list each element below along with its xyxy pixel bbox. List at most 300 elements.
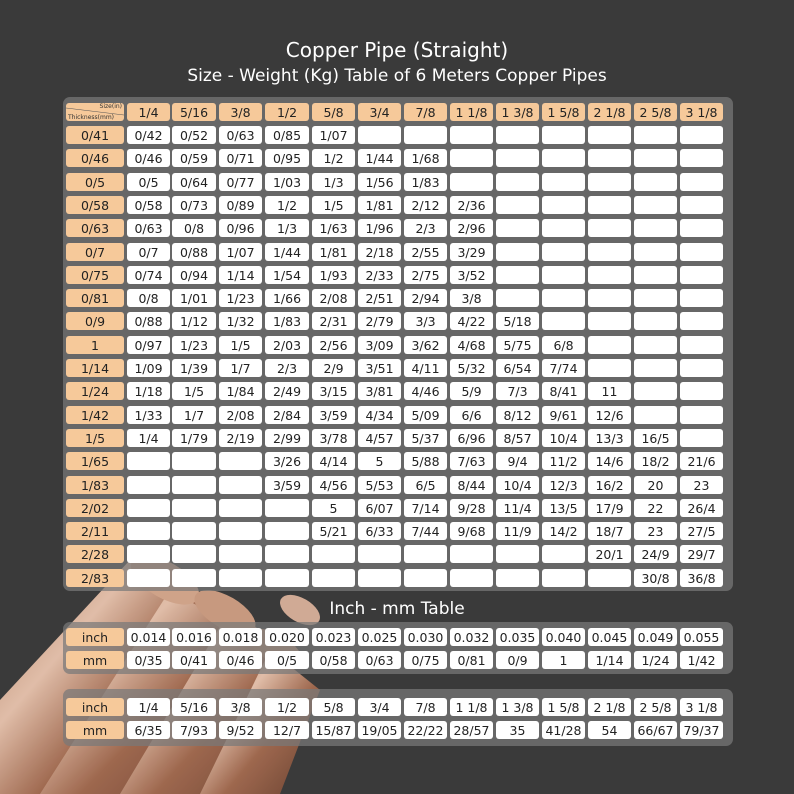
diameter-conversion-cell: 1/4: [127, 698, 170, 716]
weight-cell: 3/26: [265, 452, 309, 470]
weight-cell: [404, 545, 447, 563]
weight-cell: 11/9: [496, 522, 539, 540]
weight-cell: [588, 126, 631, 144]
weight-cell: 9/68: [450, 522, 493, 540]
weight-cell: 2/3: [404, 219, 447, 237]
weight-cell: 5/18: [496, 312, 539, 330]
weight-cell: [680, 196, 723, 214]
weight-cell: 29/7: [680, 545, 723, 563]
weight-cell: 2/33: [358, 266, 401, 284]
weight-cell: [542, 289, 585, 307]
thickness-conversion-cell: 1/24: [634, 651, 677, 669]
weight-cell: [680, 382, 723, 400]
weight-cell: 0/96: [219, 219, 262, 237]
weight-cell: [496, 219, 539, 237]
weight-cell: 1/07: [312, 126, 355, 144]
weight-cell: [680, 336, 723, 354]
weight-cell: [496, 266, 539, 284]
weight-cell: 1/56: [358, 173, 401, 191]
weight-cell: 1/83: [404, 173, 447, 191]
weight-cell: 30/8: [634, 569, 677, 587]
thickness-label: 0/75: [66, 266, 124, 284]
size-header: 1/2: [265, 103, 309, 121]
weight-cell: 36/8: [680, 569, 723, 587]
weight-cell: 20: [634, 476, 677, 494]
weight-cell: 20/1: [588, 545, 631, 563]
weight-cell: 6/33: [358, 522, 401, 540]
weight-cell: 6/8: [542, 336, 585, 354]
weight-cell: 5/09: [404, 406, 447, 424]
weight-cell: 2/08: [312, 289, 355, 307]
weight-cell: 5/32: [450, 359, 493, 377]
weight-cell: [634, 173, 677, 191]
weight-cell: 4/68: [450, 336, 493, 354]
thickness-conversion-cell: 0/58: [312, 651, 355, 669]
weight-cell: [127, 476, 170, 494]
weight-cell: 7/3: [496, 382, 539, 400]
weight-cell: [172, 545, 216, 563]
weight-cell: 0/71: [219, 149, 262, 167]
weight-cell: [542, 545, 585, 563]
weight-cell: [680, 219, 723, 237]
weight-cell: 5/21: [312, 522, 355, 540]
weight-cell: 9/28: [450, 499, 493, 517]
thickness-conversion-cell: 0.018: [219, 628, 262, 646]
weight-cell: [219, 476, 262, 494]
weight-cell: 8/12: [496, 406, 539, 424]
diameter-conversion-cell: 35: [496, 721, 539, 739]
weight-cell: 3/09: [358, 336, 401, 354]
diameter-conversion-cell: 5/8: [312, 698, 355, 716]
weight-cell: 1/44: [358, 149, 401, 167]
weight-cell: [172, 499, 216, 517]
weight-cell: [542, 173, 585, 191]
diameter-conversion-cell: 1 1/8: [450, 698, 493, 716]
weight-cell: 1/33: [127, 406, 170, 424]
size-header: 1/4: [127, 103, 170, 121]
weight-cell: 11/4: [496, 499, 539, 517]
weight-cell: 9/4: [496, 452, 539, 470]
table-corner-header: [66, 103, 124, 121]
weight-cell: [265, 545, 309, 563]
weight-cell: 0/8: [172, 219, 216, 237]
size-header: 1 3/8: [496, 103, 539, 121]
size-header: 5/8: [312, 103, 355, 121]
weight-cell: 1/03: [265, 173, 309, 191]
weight-cell: 2/99: [265, 429, 309, 447]
thickness-conversion-cell: 0.040: [542, 628, 585, 646]
thickness-label: 2/02: [66, 499, 124, 517]
weight-cell: 2/49: [265, 382, 309, 400]
weight-cell: [588, 569, 631, 587]
weight-cell: 2/84: [265, 406, 309, 424]
weight-cell: 1/2: [265, 196, 309, 214]
weight-cell: 2/56: [312, 336, 355, 354]
weight-cell: [634, 289, 677, 307]
weight-cell: [312, 545, 355, 563]
weight-cell: [127, 545, 170, 563]
weight-cell: 24/9: [634, 545, 677, 563]
thickness-conversion-cell: 0.055: [680, 628, 723, 646]
weight-cell: 1/5: [219, 336, 262, 354]
weight-cell: [404, 126, 447, 144]
weight-cell: [219, 499, 262, 517]
weight-cell: 3/15: [312, 382, 355, 400]
weight-cell: 2/18: [358, 243, 401, 261]
weight-cell: 14/6: [588, 452, 631, 470]
weight-cell: 3/52: [450, 266, 493, 284]
weight-cell: [219, 522, 262, 540]
diameter-conversion-cell: 9/52: [219, 721, 262, 739]
weight-cell: 2/36: [450, 196, 493, 214]
weight-cell: 2/08: [219, 406, 262, 424]
weight-cell: 2/55: [404, 243, 447, 261]
weight-cell: 1/32: [219, 312, 262, 330]
weight-cell: 5/75: [496, 336, 539, 354]
diameter-conversion-cell: 79/37: [680, 721, 723, 739]
thickness-conversion-cell: 0.023: [312, 628, 355, 646]
weight-cell: 14/2: [542, 522, 585, 540]
diameter-conversion-cell: 54: [588, 721, 631, 739]
weight-cell: [450, 545, 493, 563]
weight-cell: [588, 149, 631, 167]
weight-cell: 1/44: [265, 243, 309, 261]
weight-cell: 1/5: [172, 382, 216, 400]
weight-cell: [588, 266, 631, 284]
weight-cell: 3/3: [404, 312, 447, 330]
diameter-conversion-cell: 3/8: [219, 698, 262, 716]
weight-cell: [172, 452, 216, 470]
thickness-label: 1/65: [66, 452, 124, 470]
weight-cell: 2/51: [358, 289, 401, 307]
weight-cell: 1/81: [358, 196, 401, 214]
thickness-conversion-cell: 0.016: [172, 628, 216, 646]
weight-cell: [680, 359, 723, 377]
weight-cell: 3/81: [358, 382, 401, 400]
diameter-conversion-cell: 7/93: [172, 721, 216, 739]
weight-cell: 1/23: [219, 289, 262, 307]
weight-cell: 1/54: [265, 266, 309, 284]
thickness-conversion-cell: 0/75: [404, 651, 447, 669]
weight-cell: 1/12: [172, 312, 216, 330]
weight-cell: 27/5: [680, 522, 723, 540]
diameter-conversion-cell: 3/4: [358, 698, 401, 716]
weight-cell: 3/29: [450, 243, 493, 261]
weight-cell: [127, 569, 170, 587]
weight-cell: [680, 406, 723, 424]
weight-cell: [588, 336, 631, 354]
weight-cell: 17/9: [588, 499, 631, 517]
weight-cell: 0/5: [127, 173, 170, 191]
weight-cell: 1/63: [312, 219, 355, 237]
thickness-label: 0/58: [66, 196, 124, 214]
weight-cell: 10/4: [496, 476, 539, 494]
weight-cell: [542, 196, 585, 214]
weight-cell: 3/51: [358, 359, 401, 377]
weight-cell: 11: [588, 382, 631, 400]
weight-cell: 0/46: [127, 149, 170, 167]
weight-cell: [172, 522, 216, 540]
thickness-label: 1/5: [66, 429, 124, 447]
weight-cell: 11/2: [542, 452, 585, 470]
diameter-conversion-row-label: inch: [66, 698, 124, 716]
weight-cell: 5: [312, 499, 355, 517]
thickness-conversion-cell: 1/14: [588, 651, 631, 669]
weight-cell: 12/6: [588, 406, 631, 424]
thickness-conversion-cell: 0/9: [496, 651, 539, 669]
weight-cell: [634, 406, 677, 424]
thickness-conversion-cell: 0/5: [265, 651, 309, 669]
weight-cell: 1/66: [265, 289, 309, 307]
thickness-label: 0/41: [66, 126, 124, 144]
weight-cell: [542, 219, 585, 237]
weight-cell: [588, 243, 631, 261]
weight-cell: [219, 452, 262, 470]
weight-cell: 12/3: [542, 476, 585, 494]
thickness-label: 1/24: [66, 382, 124, 400]
thickness-conversion-cell: 1/42: [680, 651, 723, 669]
thickness-label: 1: [66, 336, 124, 354]
weight-cell: [588, 196, 631, 214]
thickness-conversion-cell: 0/81: [450, 651, 493, 669]
weight-cell: [358, 126, 401, 144]
weight-cell: [496, 149, 539, 167]
thickness-conversion-cell: 0/35: [127, 651, 170, 669]
weight-cell: [496, 173, 539, 191]
weight-cell: [680, 126, 723, 144]
weight-cell: [358, 569, 401, 587]
weight-cell: 0/59: [172, 149, 216, 167]
weight-cell: [127, 452, 170, 470]
thickness-label: 0/7: [66, 243, 124, 261]
weight-cell: [542, 266, 585, 284]
weight-cell: [588, 359, 631, 377]
thickness-label: 1/42: [66, 406, 124, 424]
weight-cell: 5/9: [450, 382, 493, 400]
weight-cell: [588, 173, 631, 191]
weight-cell: 0/73: [172, 196, 216, 214]
weight-cell: 1/7: [219, 359, 262, 377]
weight-cell: 16/2: [588, 476, 631, 494]
weight-cell: 1/81: [312, 243, 355, 261]
weight-cell: 0/63: [219, 126, 262, 144]
diameter-conversion-cell: 1 5/8: [542, 698, 585, 716]
weight-cell: 5: [358, 452, 401, 470]
weight-cell: 0/94: [172, 266, 216, 284]
weight-cell: 7/74: [542, 359, 585, 377]
corner-size-label: Size(in): [99, 103, 122, 110]
weight-cell: 5/37: [404, 429, 447, 447]
weight-cell: 13/5: [542, 499, 585, 517]
weight-cell: 1/14: [219, 266, 262, 284]
weight-cell: [680, 289, 723, 307]
weight-cell: [588, 219, 631, 237]
weight-cell: 9/61: [542, 406, 585, 424]
thickness-conversion-cell: 0/46: [219, 651, 262, 669]
thickness-label: 2/83: [66, 569, 124, 587]
weight-cell: [496, 196, 539, 214]
weight-cell: 8/57: [496, 429, 539, 447]
diameter-conversion-cell: 6/35: [127, 721, 170, 739]
weight-cell: 1/83: [265, 312, 309, 330]
weight-cell: [542, 149, 585, 167]
weight-cell: [542, 312, 585, 330]
weight-cell: [127, 522, 170, 540]
thickness-label: 0/63: [66, 219, 124, 237]
weight-cell: [450, 173, 493, 191]
weight-cell: 5/53: [358, 476, 401, 494]
weight-cell: [634, 312, 677, 330]
weight-cell: 18/7: [588, 522, 631, 540]
diameter-conversion-row-label: mm: [66, 721, 124, 739]
weight-cell: [450, 149, 493, 167]
weight-cell: 3/78: [312, 429, 355, 447]
weight-cell: 22: [634, 499, 677, 517]
size-header: 3/8: [219, 103, 262, 121]
weight-cell: [634, 149, 677, 167]
weight-cell: [634, 336, 677, 354]
size-header: 1 1/8: [450, 103, 493, 121]
diameter-conversion-cell: 66/67: [634, 721, 677, 739]
weight-cell: [634, 196, 677, 214]
weight-cell: 2/19: [219, 429, 262, 447]
thickness-label: 0/5: [66, 173, 124, 191]
diameter-conversion-cell: 3 1/8: [680, 698, 723, 716]
thickness-label: 1/83: [66, 476, 124, 494]
weight-cell: [450, 569, 493, 587]
weight-cell: 4/56: [312, 476, 355, 494]
weight-cell: 3/59: [312, 406, 355, 424]
weight-cell: 7/44: [404, 522, 447, 540]
weight-cell: 6/96: [450, 429, 493, 447]
weight-cell: 1/5: [312, 196, 355, 214]
corner-thickness-label: Thickness(mm): [68, 114, 115, 121]
weight-cell: 0/74: [127, 266, 170, 284]
weight-cell: 2/75: [404, 266, 447, 284]
page-subtitle: Size - Weight (Kg) Table of 6 Meters Copper Pipes: [187, 66, 607, 86]
weight-cell: 4/57: [358, 429, 401, 447]
weight-cell: 16/5: [634, 429, 677, 447]
weight-cell: 1/07: [219, 243, 262, 261]
weight-cell: 4/14: [312, 452, 355, 470]
weight-cell: [680, 173, 723, 191]
weight-cell: 2/94: [404, 289, 447, 307]
weight-cell: 4/34: [358, 406, 401, 424]
weight-cell: 7/14: [404, 499, 447, 517]
thickness-conversion-cell: 0/41: [172, 651, 216, 669]
diameter-conversion-cell: 12/7: [265, 721, 309, 739]
weight-cell: [172, 476, 216, 494]
weight-cell: [542, 243, 585, 261]
weight-cell: 4/46: [404, 382, 447, 400]
diameter-conversion-cell: 2 5/8: [634, 698, 677, 716]
size-header: 1 5/8: [542, 103, 585, 121]
weight-cell: [634, 359, 677, 377]
thickness-conversion-cell: 0.020: [265, 628, 309, 646]
weight-cell: [588, 289, 631, 307]
thickness-conversion-cell: 1: [542, 651, 585, 669]
weight-cell: 0/52: [172, 126, 216, 144]
weight-cell: [680, 266, 723, 284]
weight-cell: 21/6: [680, 452, 723, 470]
weight-cell: [219, 569, 262, 587]
page-title: Copper Pipe (Straight): [285, 38, 509, 62]
weight-cell: 8/44: [450, 476, 493, 494]
size-header: 7/8: [404, 103, 447, 121]
weight-cell: [634, 382, 677, 400]
thickness-conversion-row-label: inch: [66, 628, 124, 646]
weight-cell: [542, 569, 585, 587]
diameter-conversion-cell: 28/57: [450, 721, 493, 739]
weight-cell: 2/03: [265, 336, 309, 354]
weight-cell: 13/3: [588, 429, 631, 447]
weight-cell: [496, 126, 539, 144]
weight-cell: 1/3: [312, 173, 355, 191]
weight-cell: 0/97: [127, 336, 170, 354]
weight-cell: 0/88: [127, 312, 170, 330]
thickness-label: 0/46: [66, 149, 124, 167]
thickness-conversion-cell: 0.014: [127, 628, 170, 646]
weight-cell: 18/2: [634, 452, 677, 470]
weight-cell: 2/31: [312, 312, 355, 330]
diameter-conversion-cell: 7/8: [404, 698, 447, 716]
size-header: 3/4: [358, 103, 401, 121]
weight-cell: 7/63: [450, 452, 493, 470]
diameter-conversion-cell: 1 3/8: [496, 698, 539, 716]
weight-cell: 5/88: [404, 452, 447, 470]
weight-cell: [312, 569, 355, 587]
thickness-label: 0/9: [66, 312, 124, 330]
weight-cell: 0/8: [127, 289, 170, 307]
weight-cell: 26/4: [680, 499, 723, 517]
diameter-conversion-cell: 5/16: [172, 698, 216, 716]
weight-cell: 0/95: [265, 149, 309, 167]
weight-cell: [172, 569, 216, 587]
thickness-conversion-cell: 0.030: [404, 628, 447, 646]
weight-cell: [496, 243, 539, 261]
weight-cell: [496, 569, 539, 587]
weight-cell: [265, 522, 309, 540]
thickness-conversion-cell: 0.049: [634, 628, 677, 646]
weight-cell: [496, 289, 539, 307]
weight-cell: 1/09: [127, 359, 170, 377]
thickness-label: 0/81: [66, 289, 124, 307]
weight-cell: 1/7: [172, 406, 216, 424]
weight-cell: 6/54: [496, 359, 539, 377]
weight-cell: 3/8: [450, 289, 493, 307]
weight-cell: 1/3: [265, 219, 309, 237]
size-header: 2 5/8: [634, 103, 677, 121]
thickness-label: 1/14: [66, 359, 124, 377]
weight-cell: 0/7: [127, 243, 170, 261]
weight-cell: 0/64: [172, 173, 216, 191]
inch-mm-title: Inch - mm Table: [329, 599, 465, 619]
weight-cell: 2/12: [404, 196, 447, 214]
weight-cell: 1/01: [172, 289, 216, 307]
weight-cell: 0/58: [127, 196, 170, 214]
weight-cell: [404, 569, 447, 587]
thickness-label: 2/28: [66, 545, 124, 563]
weight-cell: [450, 126, 493, 144]
thickness-conversion-row-label: mm: [66, 651, 124, 669]
weight-cell: [588, 312, 631, 330]
thickness-conversion-cell: 0/63: [358, 651, 401, 669]
weight-cell: [680, 243, 723, 261]
diameter-conversion-cell: 22/22: [404, 721, 447, 739]
weight-cell: 23: [680, 476, 723, 494]
weight-cell: 1/4: [127, 429, 170, 447]
thickness-conversion-cell: 0.032: [450, 628, 493, 646]
